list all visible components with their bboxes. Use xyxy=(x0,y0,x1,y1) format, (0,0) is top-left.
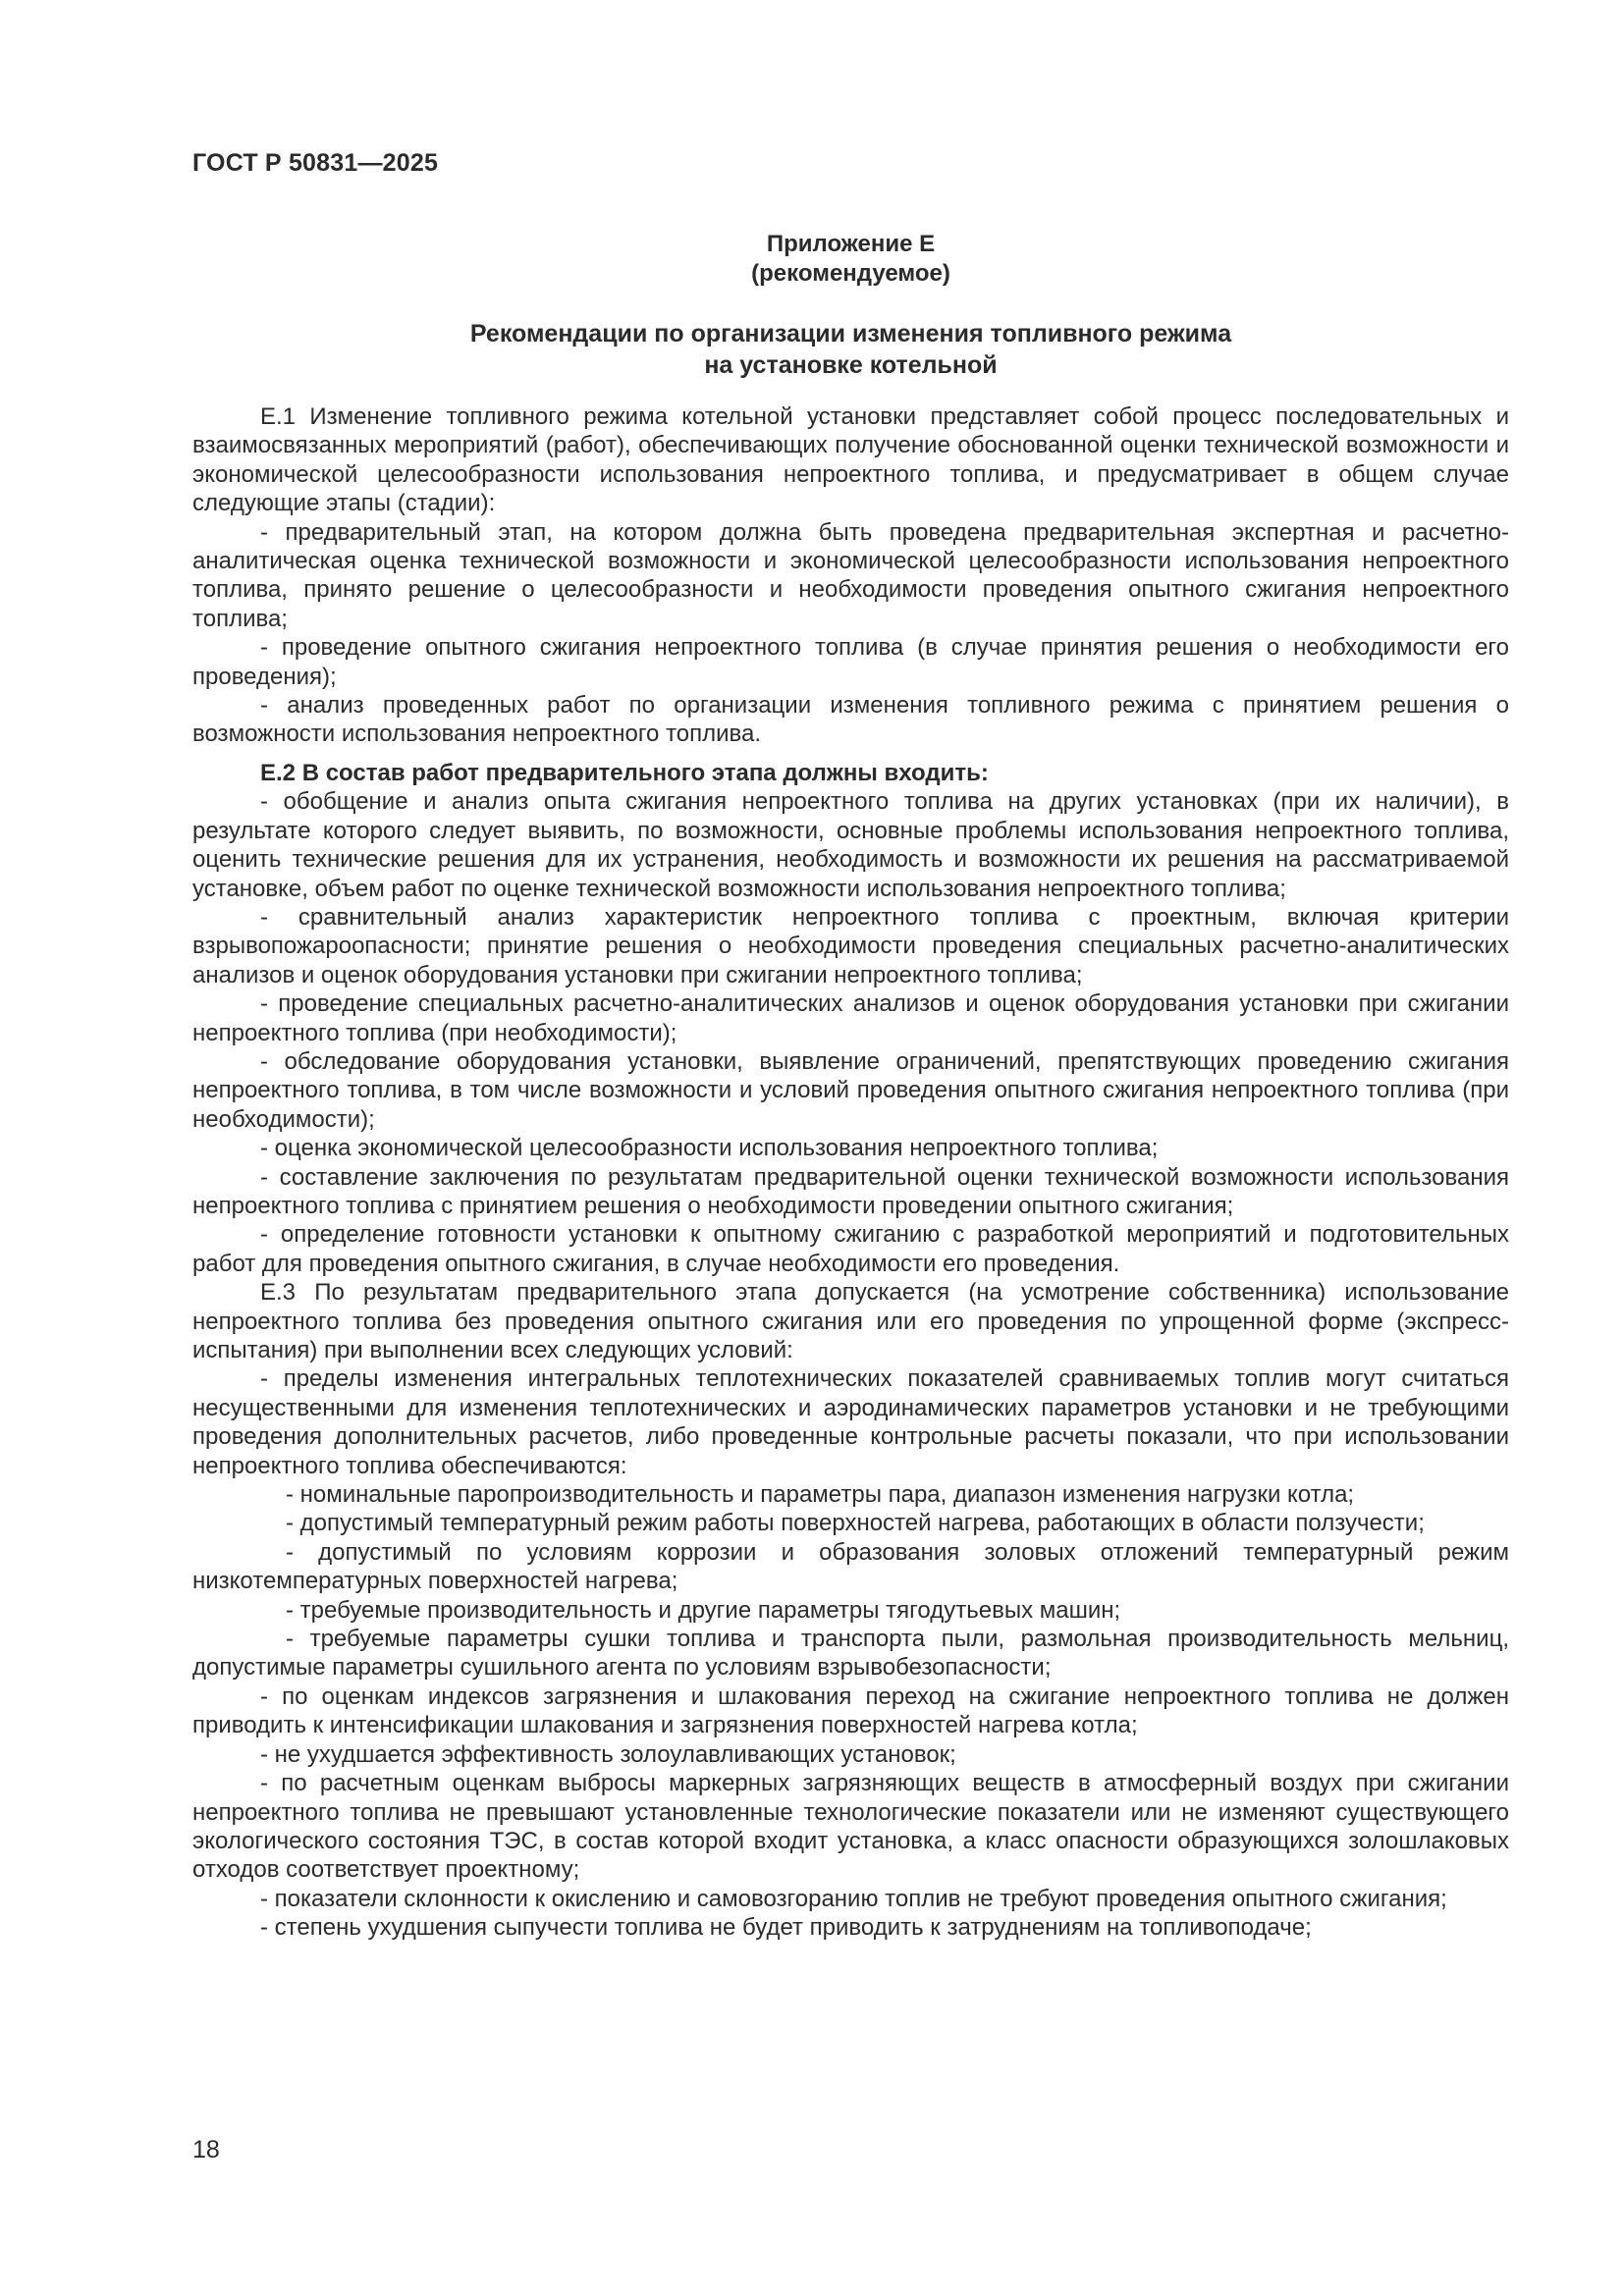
list-item: - оценка экономической целесообразности использования непроектного топлива; xyxy=(260,1135,1159,1162)
document-code: ГОСТ Р 50831—2025 xyxy=(192,149,439,177)
paragraph-e3: Е.3 По результатам предварительного этапа допускается (на усмотрение собственника) использование непроектного топлива без проведения опытного сжигания или его проведения по упрощенной форме (экспресс-испытания) при выполнении всех следующих условий: xyxy=(192,1279,1509,1363)
page-number: 18 xyxy=(192,2136,220,2163)
appendix-title xyxy=(192,318,1509,381)
sub-list-item: - требуемые параметры сушки топлива и транспорта пыли, размольная производительность мельниц, допустимые параметры сушильного агента по условиям взрывобезопасности; xyxy=(192,1626,1509,1682)
sub-list-item: - допустимый температурный режим работы поверхностей нагрева, работающих в области ползучести; xyxy=(286,1510,1425,1537)
list-item: - по расчетным оценкам выбросы маркерных загрязняющих веществ в атмосферный воздух при сжигании непроектного топлива не превышают установленные технологические показатели или не изменяют существующего экологического состояния ТЭС, в состав которой входит установка, а класс опасности образующихся золошлаковых отходов соответствует проектному; xyxy=(192,1770,1509,1884)
list-item: - определение готовности установки к опытному сжиганию с разработкой мероприятий и подготовительных работ для проведения опытного сжигания, в случае необходимости его проведения. xyxy=(192,1221,1509,1277)
list-item: - составление заключения по результатам предварительной оценки технической возможности использования непроектного топлива с принятием решения о необходимости проведении опытного сжигания; xyxy=(192,1163,1509,1219)
sub-list-item: - требуемые производительность и другие параметры тягодутьевых машин; xyxy=(286,1596,1121,1624)
appendix-title-line-2: на установке котельной xyxy=(704,351,998,379)
paragraph-e2-heading: Е.2 В состав работ предварительного этапа должны входить: xyxy=(260,759,989,786)
list-item: - показатели склонности к окислению и самовозгоранию топлив не требуют проведения опытного сжигания; xyxy=(260,1885,1447,1912)
list-item: - сравнительный анализ характеристик непроектного топлива с проектным, включая критерии взрывопожароопасности; принятие решения о необходимости проведения специальных расчетно-аналитических анализов и оценок оборудования установки при сжигании непроектного топлива; xyxy=(192,903,1509,988)
appendix-heading xyxy=(192,230,1509,289)
list-item: - обследование оборудования установки, выявление ограничений, препятствующих проведению сжигания непроектного топлива, в том числе возможности и условий проведения опытного сжигания непроектного топлива (при необходимости); xyxy=(192,1047,1509,1133)
list-item: - степень ухудшения сыпучести топлива не будет приводить к затруднениям на топливоподаче; xyxy=(260,1914,1312,1942)
list-item: - предварительный этап, на котором должна быть проведена предварительная экспертная и расчетно-аналитическая оценка технической возможности и экономической целесообразности использования непроектного топлива, принято решение о целесообразности и необходимости проведения опытного сжигания непроектного топлива; xyxy=(192,518,1509,632)
list-item: - проведение специальных расчетно-аналитических анализов и оценок оборудования установки при сжигании непроектного топлива (при необходимости); xyxy=(192,990,1509,1046)
appendix-status: (рекомендуемое) xyxy=(751,260,950,287)
paragraph-e1: Е.1 Изменение топливного режима котельной установки представляет собой процесс последовательных и взаимосвязанных мероприятий (работ), обеспечивающих получение обоснованной оценки технической возможности и экономической целесообразности использования непроектного топлива, и предусматривает в общем случае следующие этапы (стадии): xyxy=(192,403,1509,517)
appendix-title-line-1: Рекомендации по организации изменения топливного режима xyxy=(469,320,1232,347)
list-item: - пределы изменения интегральных теплотехнических показателей сравниваемых топлив могут считаться несущественными для изменения теплотехнических и аэродинамических параметров установки и не требующими проведения дополнительных расчетов, либо проведенные контрольные расчеты показали, что при использовании непроектного топлива обеспечиваются: xyxy=(192,1365,1509,1479)
list-item: - проведение опытного сжигания непроектного топлива (в случае принятия решения о необходимости его проведения); xyxy=(192,634,1509,690)
list-item: - анализ проведенных работ по организации изменения топливного режима с принятием решения о возможности использования непроектного топлива. xyxy=(192,692,1509,748)
sub-list-item: - допустимый по условиям коррозии и образования золовых отложений температурный режим низкотемпературных поверхностей нагрева; xyxy=(192,1538,1509,1595)
list-item: - не ухудшается эффективность золоулавливающих установок; xyxy=(260,1740,956,1768)
appendix-label: Приложение Е xyxy=(766,231,936,257)
document-body xyxy=(192,230,1509,1943)
sub-list-item: - номинальные паропроизводительность и параметры пара, диапазон изменения нагрузки котла; xyxy=(286,1481,1355,1509)
list-item: - по оценкам индексов загрязнения и шлакования переход на сжигание непроектного топлива не должен приводить к интенсификации шлакования и загрязнения поверхностей нагрева котла; xyxy=(192,1682,1509,1739)
list-item: - обобщение и анализ опыта сжигания непроектного топлива на других установках (при их наличии), в результате которого следует выявить, по возможности, основные проблемы использования непроектного топлива, оценить технические решения для их устранения, необходимость и возможности их решения на рассматриваемой установке, объем работ по оценке технической возможности использования непроектного топлива; xyxy=(192,788,1509,902)
